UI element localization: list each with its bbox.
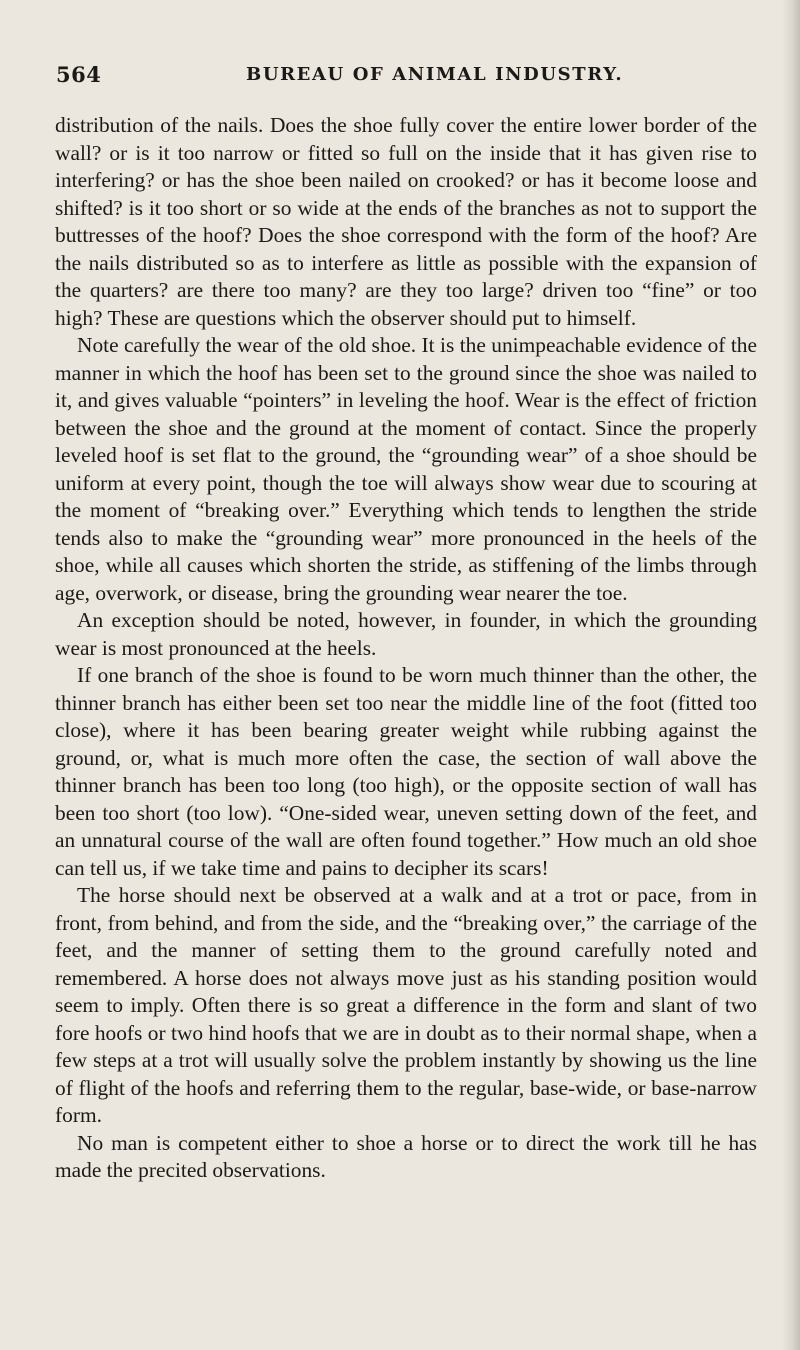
page-header <box>56 62 756 92</box>
paragraph: An exception should be noted, however, in founder, in which the grounding wear is most pronounced at the heels. <box>55 608 757 660</box>
paragraph: Note carefully the wear of the old shoe. It is the unimpeachable evidence of the manner in which the hoof has been set to the ground since the shoe was nailed to it, and gives valuable “pointers” in leveling the hoof. Wear is the effect of friction between the shoe and the ground at the moment of contact. Since the properly leveled hoof is set flat to the ground, the “grounding wear” of a shoe should be uniform at every point, though the toe will always show wear due to scouring at the moment of “breaking over.” Everything which tends to lengthen the stride tends also to make the “grounding wear” more pronounced in the heels of the shoe, while all causes which shorten the stride, as stiffening of the limbs through age, overwork, or disease, bring the grounding wear nearer the toe. <box>55 333 757 605</box>
page-edge-shadow <box>782 0 800 1350</box>
paragraph: If one branch of the shoe is found to be worn much thinner than the other, the thinner branch has either been set too near the middle line of the foot (fitted too close), where it has been bearing greater weight while rubbing against the ground, or, what is much more often the case, the section of wall above the thinner branch has been too long (too high), or the opposite section of wall has been too short (too low). “One-sided wear, uneven setting down of the feet, and an unnatural course of the wall are often found together.” How much an old shoe can tell us, if we take time and pains to decipher its scars! <box>55 663 757 880</box>
paragraph: The horse should next be observed at a walk and at a trot or pace, from in front, from behind, and from the side, and the “breaking over,” the carriage of the feet, and the manner of setting them to the ground carefully noted and remembered. A horse does not always move just as his standing position would seem to imply. Often there is so great a difference in the form and slant of two fore hoofs or two hind hoofs that we are in doubt as to their normal shape, when a few steps at a trot will usually solve the problem instantly by showing us the line of flight of the hoofs and referring them to the regular, base-wide, or base-narrow form. <box>55 883 757 1127</box>
running-head: BUREAU OF ANIMAL INDUSTRY. <box>246 64 624 85</box>
paragraph: No man is competent either to shoe a horse or to direct the work till he has made the precited observations. <box>55 1130 757 1182</box>
page-number: 564 <box>56 62 102 87</box>
body-text <box>55 112 757 1185</box>
paragraph: distribution of the nails. Does the shoe fully cover the entire lower border of the wall? or is it too narrow or fitted so full on the inside that it has given rise to interfering? or has the shoe been nailed on crooked? or has it become loose and shifted? is it too short or so wide at the ends of the branches as not to support the buttresses of the hoof? Does the shoe correspond with the form of the hoof? Are the nails distributed so as to interfere as little as possible with the expansion of the quarters? are there too many? are they too large? driven too “fine” or too high? These are questions which the observer should put to himself. <box>55 113 757 330</box>
